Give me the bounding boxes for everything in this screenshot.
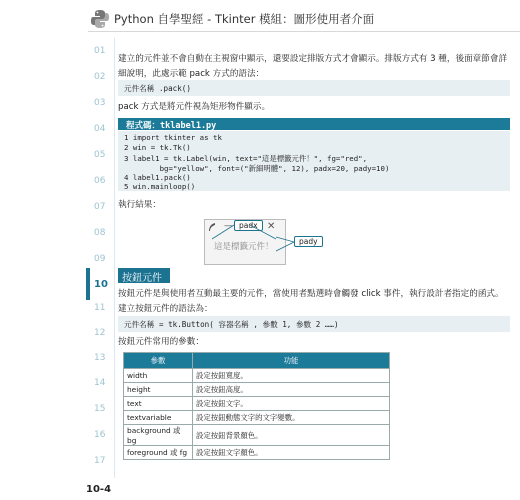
minimize-button[interactable]: — (224, 221, 233, 231)
param-function: 設定按鈕文字。 (193, 397, 390, 411)
table-header-row (124, 353, 390, 369)
syntax-pack: 元件名稱 .pack() (124, 84, 191, 93)
param-name: textvariable (124, 411, 193, 425)
table-header-cell: 參數 (124, 353, 193, 369)
margin-line-number: 01 (94, 46, 106, 56)
code-line: bg="yellow", font=("新細明體", 12), padx=20, pady=10) (124, 164, 390, 173)
code-line: 5 win.mainloop() (124, 182, 196, 191)
margin-line-number: 17 (94, 456, 106, 466)
param-name: width (124, 369, 193, 383)
close-button[interactable]: ✕ (267, 221, 276, 232)
margin-line-number: 16 (94, 430, 106, 440)
code-listing-title: 程式碼：tklabel1.py (126, 121, 217, 131)
code-line: 3 label1 = tk.Label(win, text="這是標籤元件！", fg="red", (124, 154, 368, 163)
intro-paragraph: 建立的元件並不會自動在主視窗中顯示，還要設定排版方式才會顯示。排版方式有 3 種，後面章節會詳細說明，此處示範 pack 方式的語法： (118, 54, 508, 79)
margin-line-number: 11 (94, 303, 106, 313)
section-title: 按鈕元件 (122, 273, 162, 284)
button-description: 按鈕元件是與使用者互動最主要的元件，當使用者點選時會觸發 click 事件，執行設計者指定的函式。建立按鈕元件的語法為： (118, 289, 504, 314)
margin-line-number: 03 (94, 98, 106, 108)
margin-line-number: 02 (94, 72, 106, 82)
table-row (124, 411, 390, 425)
code-line: 2 win = tk.Tk() (124, 143, 191, 152)
python-logo-icon (90, 9, 110, 29)
margin-line-number: 05 (94, 150, 106, 160)
param-function: 設定按鈕寬度。 (193, 369, 390, 383)
demo-label-text: 這是標籤元件！ (214, 242, 274, 252)
pady-tag: pady (294, 236, 323, 247)
table-row (124, 383, 390, 397)
page-number: 10-4 (86, 484, 112, 495)
margin-line-number: 06 (94, 176, 106, 186)
annotation-arrows (200, 215, 300, 270)
margin-line-number: 08 (94, 228, 106, 238)
table-row (124, 425, 390, 446)
param-name: foreground 或 fg (124, 446, 193, 460)
param-function: 設定按鈕高度。 (193, 383, 390, 397)
margin-line-number: 15 (94, 404, 106, 414)
margin-line-number: 13 (94, 353, 106, 363)
pack-description: pack 方式是將元件視為矩形物件顯示。 (118, 102, 271, 112)
margin-line-number-active: 10 (94, 279, 108, 290)
table-header-cell: 功能 (193, 353, 390, 369)
result-label: 執行結果： (118, 200, 161, 210)
param-function: 設定按鈕文字顏色。 (193, 446, 390, 460)
padx-tag: padx (234, 220, 263, 231)
header-divider (88, 31, 520, 32)
active-line-marker (86, 268, 90, 300)
param-name: background 或 bg (124, 425, 193, 446)
params-intro: 按鈕元件常用的參數： (118, 337, 204, 347)
param-function: 設定按鈕動態文字的文字變數。 (193, 411, 390, 425)
table-row (124, 446, 390, 460)
param-name: text (124, 397, 193, 411)
margin-rule (114, 38, 115, 478)
margin-line-number: 04 (94, 124, 106, 134)
margin-line-number: 07 (94, 202, 106, 212)
params-table (123, 352, 390, 460)
table-row (124, 369, 390, 383)
table-row (124, 397, 390, 411)
syntax-button: 元件名稱 = tk.Button( 容器名稱 , 參數 1, 參數 2 ……) (124, 320, 339, 329)
header-title: Python 自學聖經 - Tkinter 模組：圖形使用者介面 (114, 12, 375, 26)
margin-line-number: 14 (94, 378, 106, 388)
param-name: height (124, 383, 193, 397)
param-function: 設定按鈕背景顏色。 (193, 425, 390, 446)
code-line: 4 label1.pack() (124, 173, 191, 182)
code-line: 1 import tkinter as tk (124, 133, 222, 142)
margin-line-number: 09 (94, 254, 106, 264)
margin-line-number: 12 (94, 328, 106, 338)
